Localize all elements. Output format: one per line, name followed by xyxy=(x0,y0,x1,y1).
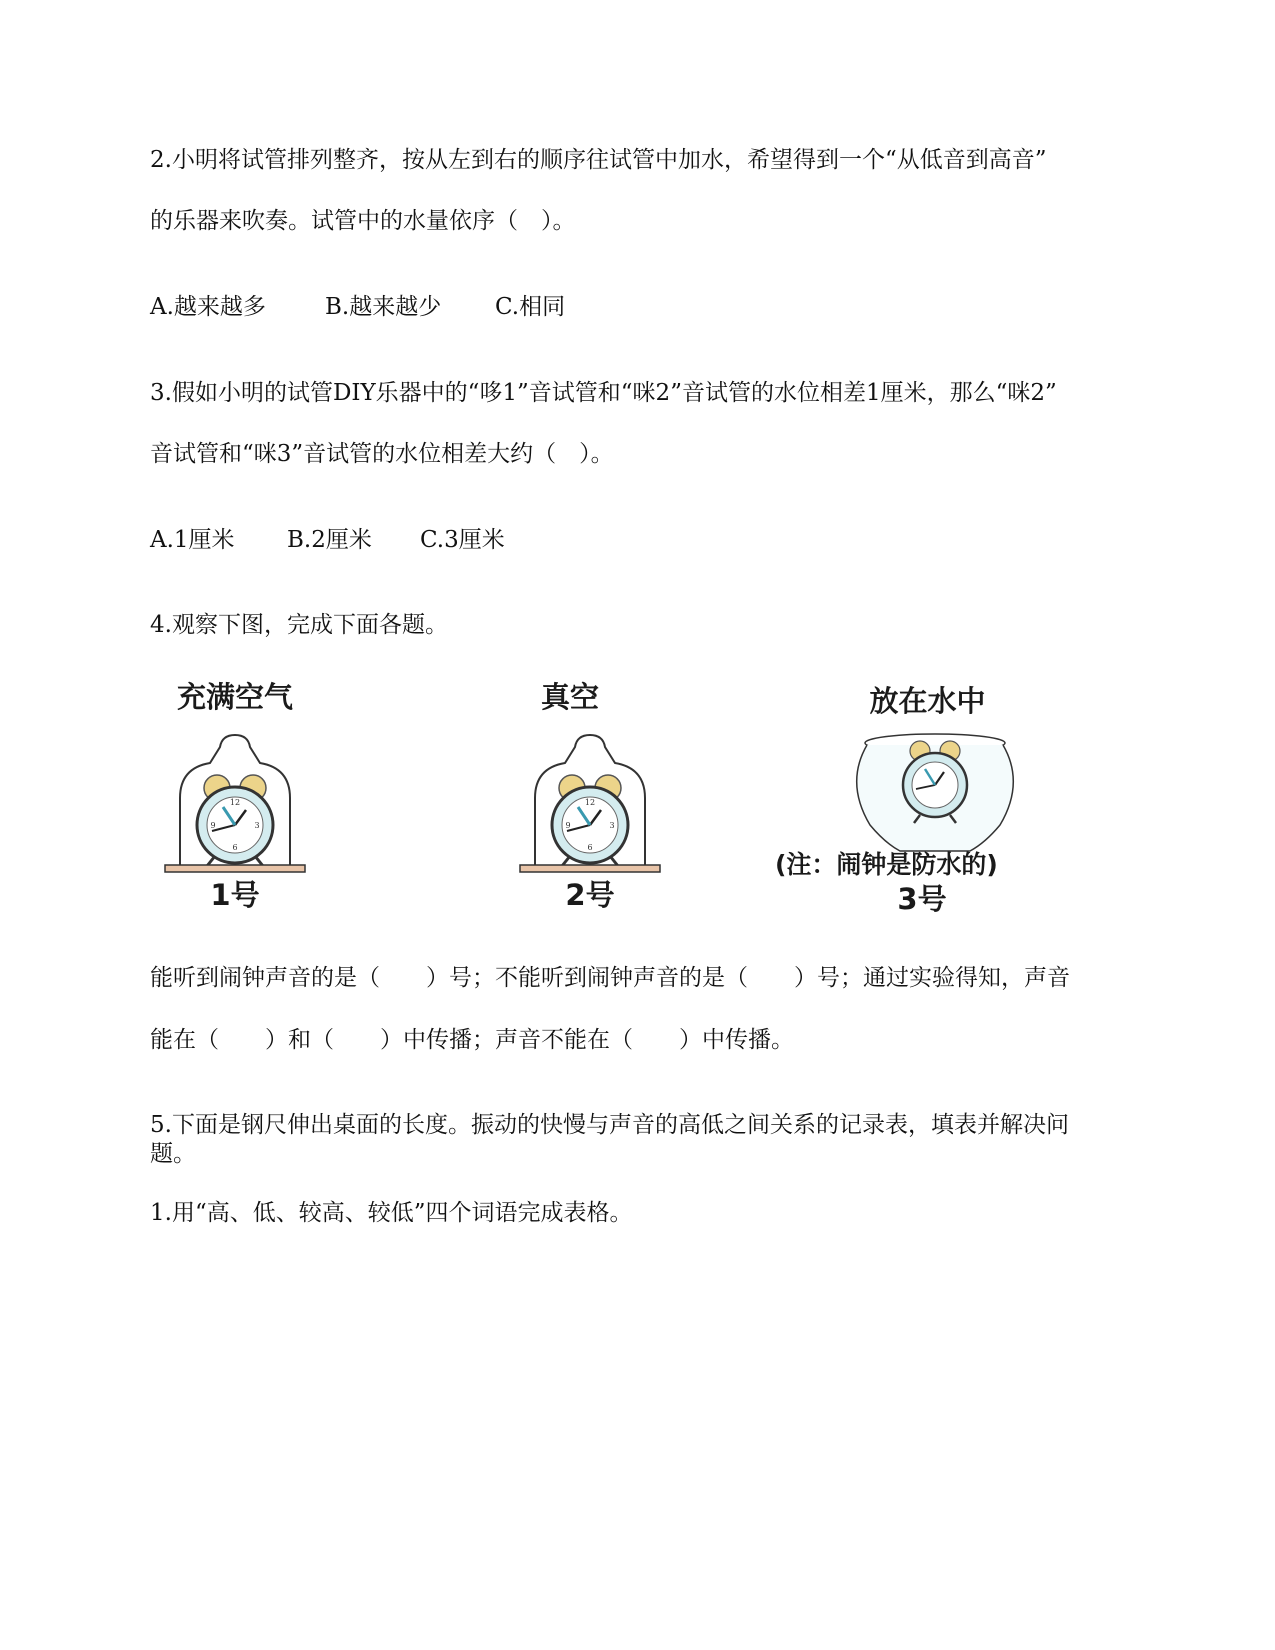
q2-options xyxy=(150,293,1130,321)
figure-2-vacuum xyxy=(515,675,665,915)
svg-text:12: 12 xyxy=(584,798,596,807)
figure-3-note: (注：闹钟是防水的) xyxy=(775,850,998,879)
fishbowl-clock-illustration xyxy=(840,723,1040,863)
q3-option-b: B.2厘米 xyxy=(287,527,372,553)
svg-text:3: 3 xyxy=(609,821,615,830)
q2-line2: 的乐器来吹奏。试管中的水量依序（ ）。 xyxy=(150,208,576,234)
figure-1-title: 充满空气 xyxy=(176,680,293,714)
q3-line2: 音试管和“咪3”音试管的水位相差大约（ ）。 xyxy=(150,441,614,467)
q5-sub1: 1.用“高、低、较高、较低”四个词语完成表格。 xyxy=(150,1200,633,1226)
q2-option-a: A.越来越多 xyxy=(150,294,266,320)
svg-text:9: 9 xyxy=(565,821,571,830)
q3-option-c: C.3厘米 xyxy=(420,527,505,553)
q4-line1: 能听到闹钟声音的是（ ）号；不能听到闹钟声音的是（ ）号；通过实验得知，声音 xyxy=(150,965,1070,991)
q3-line1: 3.假如小明的试管DIY乐器中的“哆1”音试管和“咪2”音试管的水位相差1厘米，那么“咪2” xyxy=(150,380,1057,406)
svg-text:6: 6 xyxy=(587,843,593,852)
q2-line1: 2.小明将试管排列整齐，按从左到右的顺序往试管中加水，希望得到一个“从低音到高音” xyxy=(150,147,1047,173)
figure-3-water xyxy=(775,675,1090,925)
q2-option-b: B.越来越少 xyxy=(325,294,442,320)
figure-1-air xyxy=(160,675,310,915)
figure-2-title: 真空 xyxy=(540,680,599,714)
svg-text:9: 9 xyxy=(210,821,216,830)
q3-option-a: A.1厘米 xyxy=(150,527,235,553)
figure-3-title: 放在水中 xyxy=(869,684,986,718)
q4-intro: 4.观察下图，完成下面各题。 xyxy=(150,612,448,638)
figure-2-caption: 2号 xyxy=(565,878,615,912)
q4-line2: 能在（ ）和（ ）中传播；声音不能在（ ）中传播。 xyxy=(150,1027,794,1053)
svg-text:12: 12 xyxy=(229,798,241,807)
svg-text:6: 6 xyxy=(232,843,238,852)
q2-option-c: C.相同 xyxy=(495,294,566,320)
figure-3-caption: 3号 xyxy=(897,882,947,916)
q3-options xyxy=(150,526,1130,554)
figure-1-caption: 1号 xyxy=(210,878,260,912)
q5-text: 5.下面是钢尺伸出桌面的长度。振动的快慢与声音的高低之间关系的记录表，填表并解决问题。 xyxy=(150,1112,1069,1167)
svg-text:3: 3 xyxy=(254,821,260,830)
